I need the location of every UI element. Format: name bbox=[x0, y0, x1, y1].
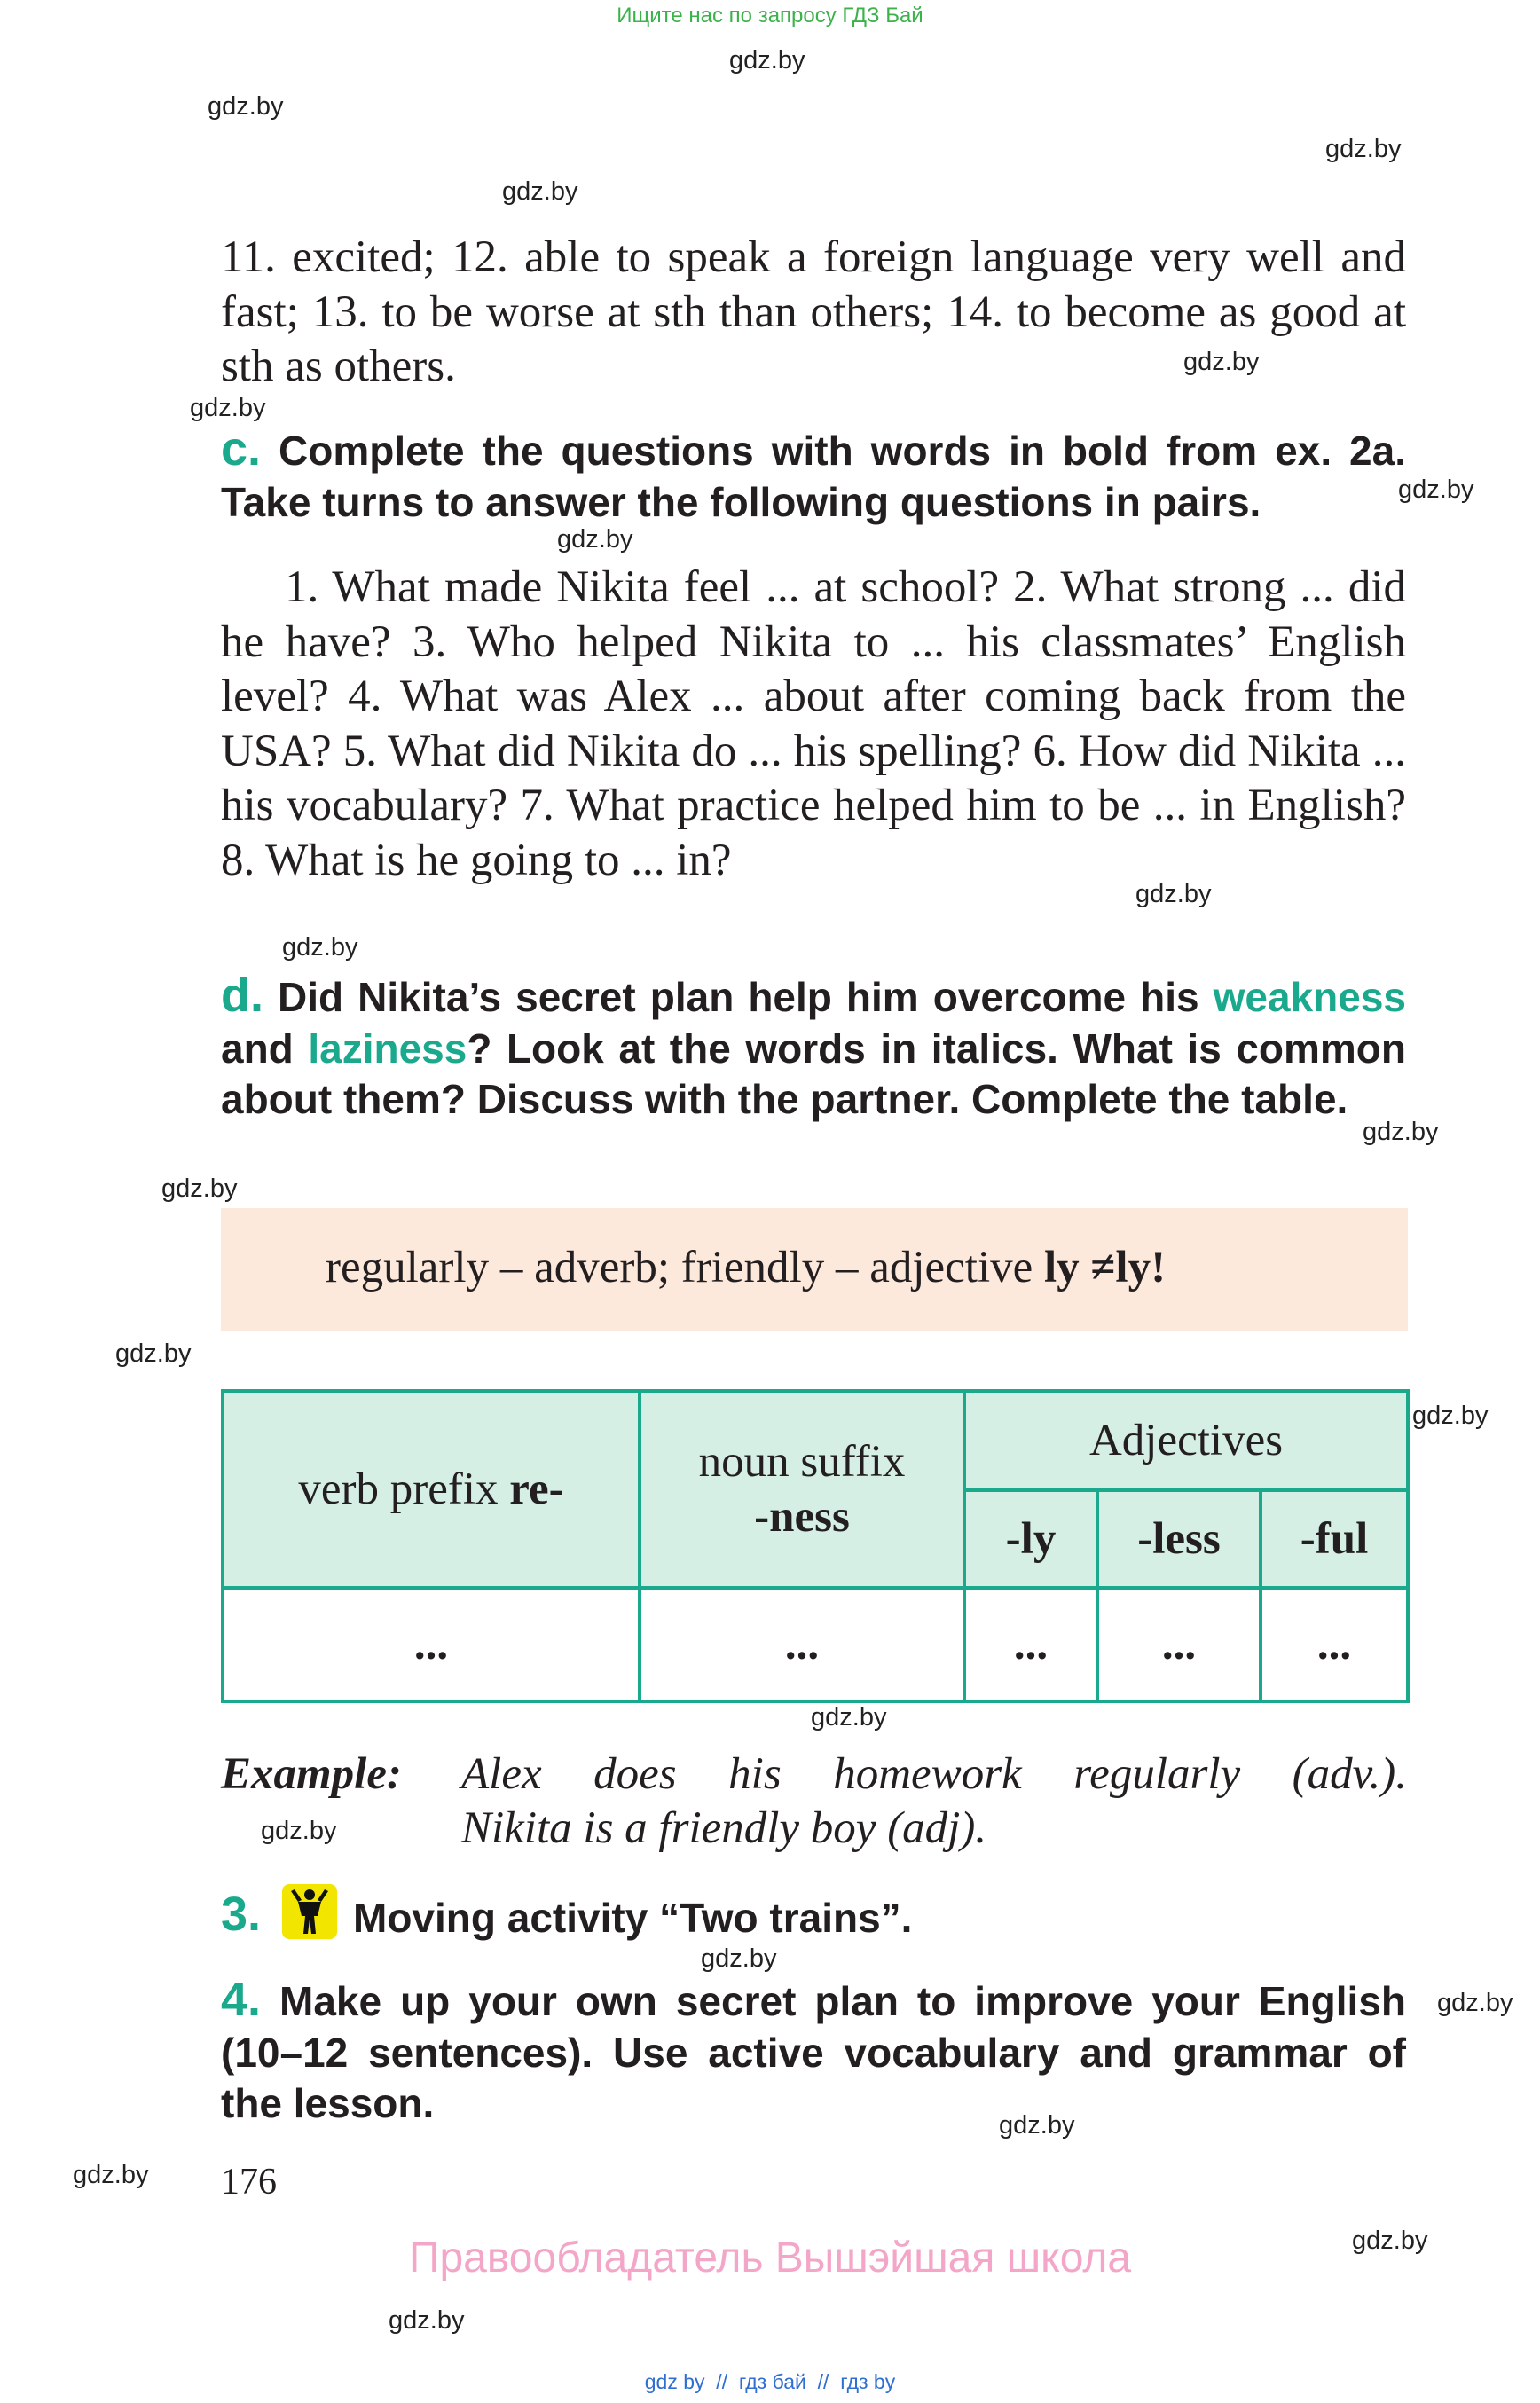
table-cell: ... bbox=[964, 1588, 1097, 1701]
task-d-instruction bbox=[221, 970, 1406, 1126]
watermark: gdz.by bbox=[811, 1703, 887, 1732]
watermark: gdz.by bbox=[1363, 1118, 1439, 1146]
task-d-word-laziness: laziness bbox=[308, 1025, 468, 1072]
watermark: gdz.by bbox=[1325, 135, 1402, 163]
rule-text: regularly – adverb; friendly – adjective bbox=[326, 1243, 1033, 1292]
task-d-text-start: Did Nikita’s secret plan help him overcome his bbox=[278, 974, 1199, 1020]
header-adj-less: -less bbox=[1097, 1490, 1261, 1588]
noun-suffix-value: -ness bbox=[754, 1492, 850, 1542]
watermark: gdz.by bbox=[502, 177, 578, 206]
watermark: gdz.by bbox=[729, 46, 805, 75]
task-c-questions: 1. What made Nikita feel ... at school? 2. What strong ... did he have? 3. Who helped Nikita to ... his classmates’ English level? 4. What was Alex ... about after coming back from the USA? 5. What did Nikita do ... his spelling? 6. How did Nikita ... his vocabulary? 7. What practice helped him to be ... in English? 8. What is he going to ... in? bbox=[221, 562, 1406, 885]
verb-prefix-label: verb prefix bbox=[298, 1465, 499, 1514]
answer-list-text: 11. excited; 12. able to speak a foreign language very well and fast; 13. to be worse at sth than others; 14. to become as good at sth as others. bbox=[221, 232, 1406, 391]
task-4-number: 4. bbox=[221, 1973, 262, 2026]
watermark: gdz.by bbox=[161, 1174, 238, 1203]
task-c-letter: c. bbox=[221, 422, 262, 475]
watermark: gdz.by bbox=[701, 1944, 777, 1973]
task-d-letter: d. bbox=[221, 969, 263, 1022]
watermark: gdz.by bbox=[261, 1817, 337, 1845]
noun-suffix-label: noun suffix bbox=[698, 1437, 906, 1487]
header-verb-prefix bbox=[223, 1391, 640, 1588]
watermark: gdz.by bbox=[1412, 1402, 1489, 1430]
example-line-2: Nikita is a friendly boy (adj). bbox=[461, 1803, 987, 1853]
watermark: gdz.by bbox=[190, 394, 266, 422]
header-adjectives: Adjectives bbox=[964, 1391, 1408, 1490]
example-line-1: Alex does his homework regularly (adv.). bbox=[461, 1749, 1407, 1799]
header-adj-ly: -ly bbox=[964, 1490, 1097, 1588]
table-cell: ... bbox=[1261, 1588, 1408, 1701]
task-d-word-weakness: weakness bbox=[1213, 974, 1407, 1020]
example-block bbox=[221, 1747, 402, 1802]
example-label: Example: bbox=[221, 1749, 402, 1799]
watermark: gdz.by bbox=[208, 92, 284, 121]
copyright-notice: Правообладатель Вышэйшая школа bbox=[408, 2234, 1132, 2281]
task-4 bbox=[221, 1975, 1406, 2130]
watermark: gdz.by bbox=[768, 1540, 845, 1568]
watermark: gdz.by bbox=[1352, 2226, 1428, 2255]
task-3-text: Moving activity “Two trains”. bbox=[353, 1895, 913, 1941]
verb-prefix-value: re- bbox=[509, 1465, 564, 1514]
watermark: gdz.by bbox=[1437, 1989, 1513, 2017]
watermark: gdz.by bbox=[557, 525, 633, 554]
table-cell: ... bbox=[640, 1588, 964, 1701]
header-adj-ful: -ful bbox=[1261, 1490, 1408, 1588]
watermark: gdz.by bbox=[1135, 880, 1212, 908]
table-cell: ... bbox=[223, 1588, 640, 1701]
task-3 bbox=[221, 1889, 261, 1943]
task-d-text-end: ? Look at the words in italics. What is common about them? Discuss with the partner. Complete the table. bbox=[221, 1025, 1406, 1122]
moving-activity-icon bbox=[282, 1884, 337, 1939]
task-d-text-and: and bbox=[221, 1025, 294, 1072]
top-search-link[interactable]: Ищите нас по запросу ГДЗ Бай bbox=[617, 4, 923, 27]
table-cell: ... bbox=[1097, 1588, 1261, 1701]
watermark: gdz.by bbox=[389, 2306, 465, 2335]
watermark: gdz.by bbox=[1398, 475, 1474, 504]
watermark: gdz.by bbox=[1183, 348, 1260, 376]
rule-bold: ly ≠ly! bbox=[1044, 1243, 1167, 1292]
task-c-text: Complete the questions with words in bold from ex. 2a. Take turns to answer the following questions in pairs. bbox=[221, 428, 1407, 525]
word-formation-table bbox=[221, 1389, 1410, 1703]
watermark: gdz.by bbox=[282, 933, 358, 962]
task-4-text: Make up your own secret plan to improve your English (10–12 sentences). Use active vocabulary and grammar of the lesson. bbox=[221, 1978, 1406, 2126]
page-number: 176 bbox=[221, 2162, 277, 2203]
footer-links[interactable]: gdz by // гдз бай // гдз by bbox=[644, 2370, 896, 2393]
grammar-rule-box bbox=[221, 1208, 1408, 1331]
task-c-instruction bbox=[221, 424, 1406, 528]
watermark: gdz.by bbox=[73, 2161, 149, 2189]
watermark: gdz.by bbox=[115, 1339, 192, 1368]
header-noun-suffix bbox=[640, 1391, 964, 1588]
grammar-rule-text bbox=[326, 1242, 1166, 1293]
task-3-number: 3. bbox=[221, 1888, 262, 1941]
watermark: gdz.by bbox=[999, 2111, 1075, 2140]
